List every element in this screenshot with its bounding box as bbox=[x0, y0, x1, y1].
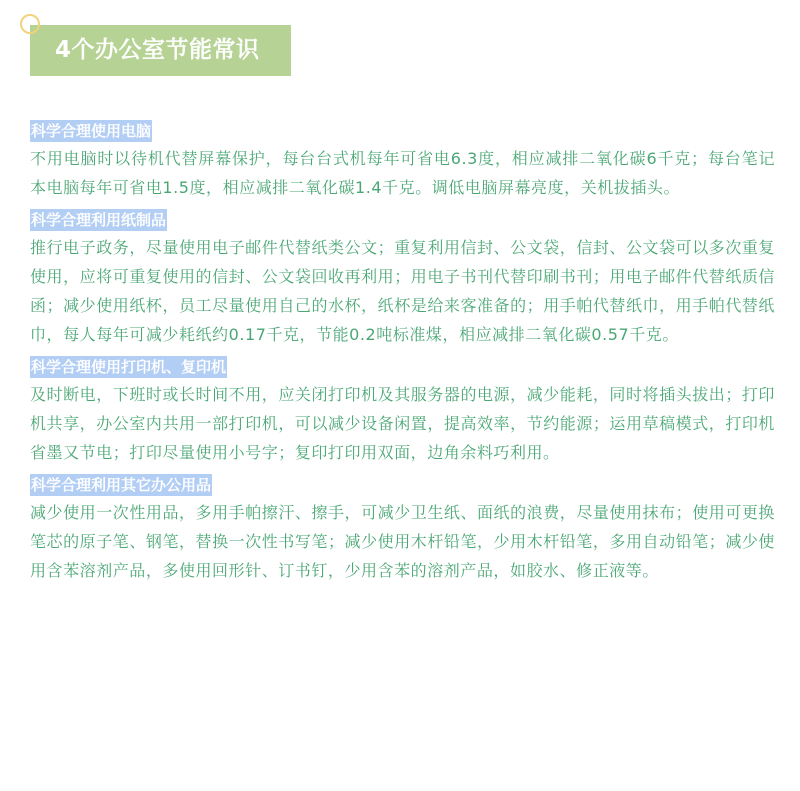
section-heading: 科学合理利用纸制品 bbox=[31, 210, 167, 229]
section-paragraph: 不用电脑时以待机代替屏幕保护，每台台式机每年可省电6.3度，相应减排二氧化碳6千克；每台笔记本电脑每年可省电1.5度，相应减排二氧化碳1.4千克。调低电脑屏幕亮度，关机拔插头。 bbox=[30, 149, 775, 198]
circle-decoration-icon bbox=[20, 14, 40, 34]
section-paper bbox=[30, 207, 775, 350]
section-supplies bbox=[30, 472, 775, 586]
section-heading: 科学合理使用电脑 bbox=[31, 122, 152, 140]
section-paragraph: 推行电子政务，尽量使用电子邮件代替纸类公文；重复利用信封、公文袋，信封、公文袋可以多次重复使用，应将可重复使用的信封、公文袋回收再利用；用电子书刊代替印刷书刊；用电子邮件代替纸质信函；减少使用纸杯，员工尽量使用自己的水杯，纸杯是给来客准备的；用手帕代替纸巾，用手帕代替纸巾，每人每年可减少耗纸约0.17千克，节能0.2吨标准煤，相应减排二氧化碳0.57千克。 bbox=[30, 237, 775, 345]
section-heading: 科学合理利用其它办公用品 bbox=[31, 475, 212, 494]
section-heading: 科学合理使用打印机、复印机 bbox=[31, 357, 227, 376]
section-paragraph: 及时断电，下班时或长时间不用，应关闭打印机及其服务器的电源，减少能耗，同时将插头拔出；打印机共享，办公室内共用一部打印机，可以减少设备闲置，提高效率，节约能源；运用草稿模式，打印机省墨又节电；打印尽量使用小号字；复印打印用双面，边角余料巧利用。 bbox=[30, 384, 775, 463]
section-printer bbox=[30, 354, 775, 468]
page-title: 4个办公室节能常识 bbox=[30, 25, 291, 76]
section-paragraph: 减少使用一次性用品，多用手帕擦汗、擦手，可减少卫生纸、面纸的浪费，尽量使用抹布；使用可更换笔芯的原子笔、钢笔，替换一次性书写笔；减少使用木杆铅笔，少用木杆铅笔，多用自动铅笔；减少使用含苯溶剂产品，多使用回形针、订书钉，少用含苯的溶剂产品，如胶水、修正液等。 bbox=[30, 502, 775, 581]
section-computer bbox=[30, 118, 775, 203]
title-block bbox=[20, 14, 300, 80]
article-body bbox=[30, 118, 775, 590]
